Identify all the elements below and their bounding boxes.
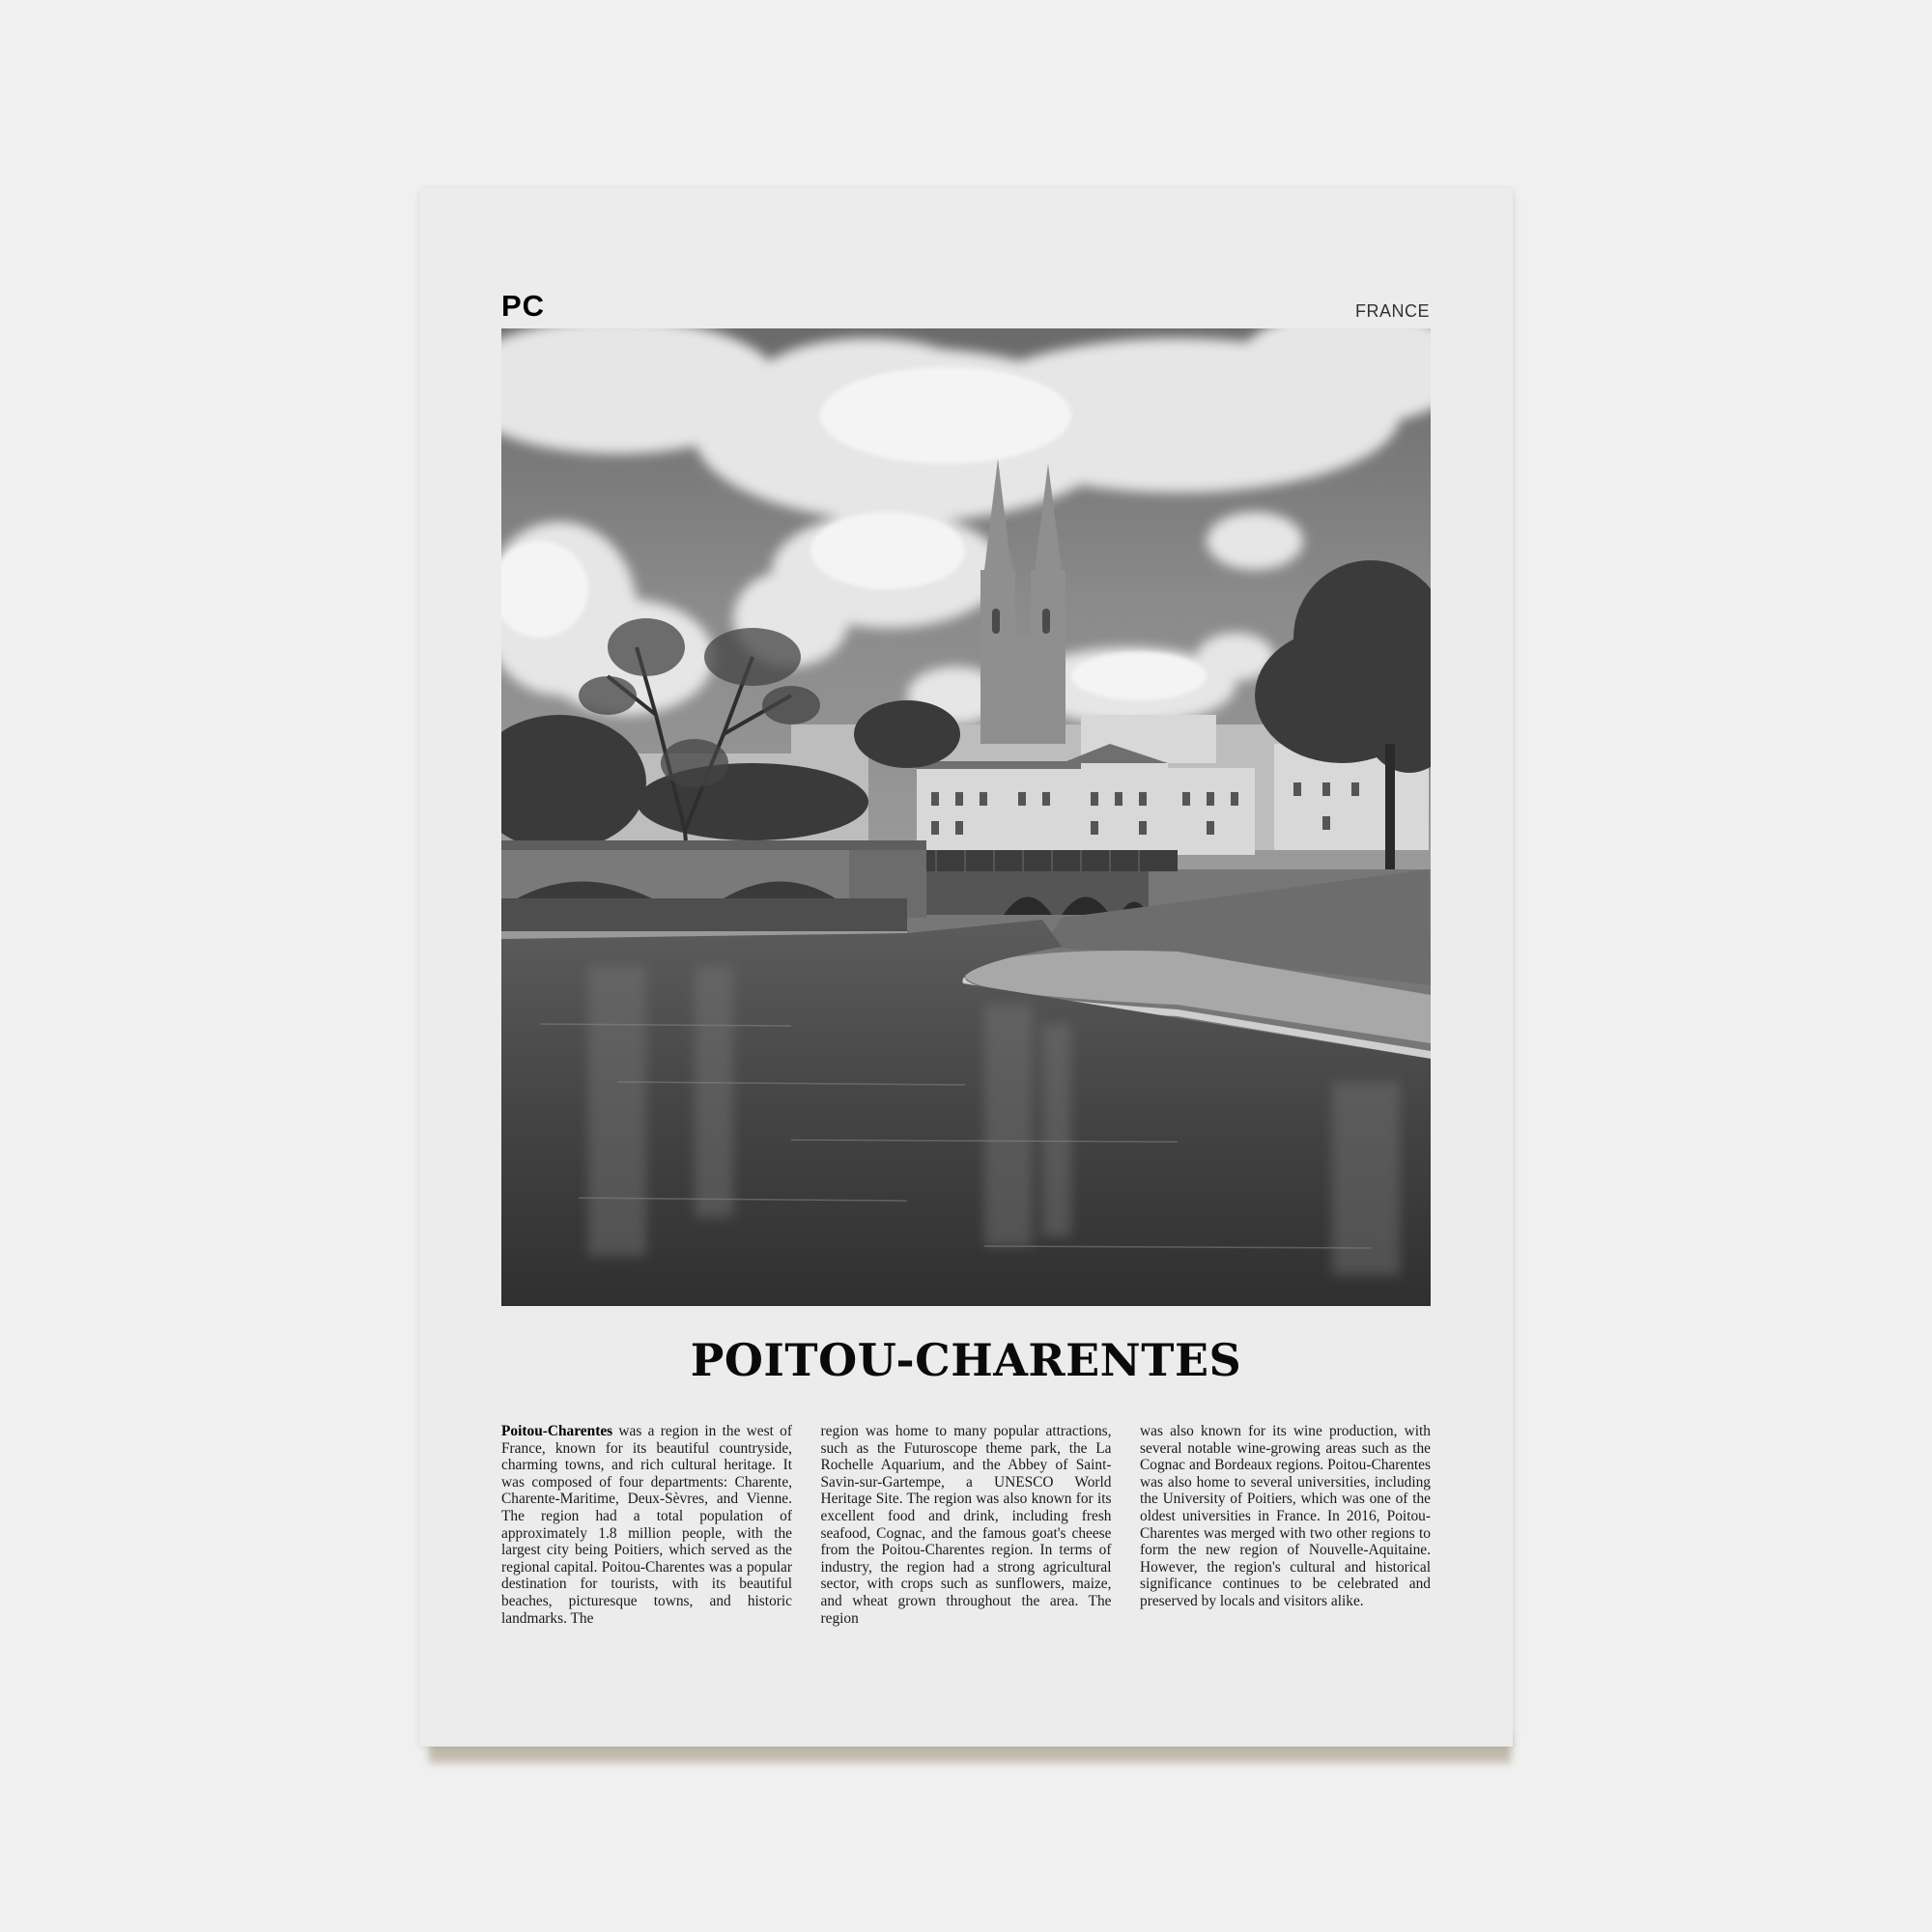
description-column-1-text: was a region in the west of France, known for its beautiful countryside, charming towns, and rich cultural heritage. It was composed of four departments: Charente, Charente-Maritime, Deux-Sèvres, and Vienne. The region had a total population of approximately 1.8 million people, with the largest city being Poitiers, which served as the regional capital. Poitou-Charentes was a popular destination for tourists, with its beautiful beaches, picturesque towns, and historic landmarks. The — [501, 1423, 792, 1627]
description-lead: Poitou-Charentes — [501, 1423, 613, 1439]
description-columns — [501, 1423, 1431, 1627]
description-column-2: region was home to many popular attractions, such as the Futuroscope theme park, the La Rochelle Aquarium, and the Abbey of Saint-Savin-sur-Gartempe, a UNESCO World Heritage Site. The region was also known for its excellent food and drink, including fresh seafood, Cognac, and the famous goat's cheese from the Poitou-Charentes region. In terms of industry, the region had a strong agricultural sector, with crops such as sunflowers, maize, and wheat grown throughout the area. The region — [820, 1423, 1112, 1627]
country-label: FRANCE — [1354, 301, 1430, 321]
region-abbreviation: PC — [501, 289, 546, 323]
landscape-photo-illustration — [501, 328, 1431, 1306]
poster — [419, 188, 1513, 1747]
poster-photo — [501, 328, 1431, 1306]
description-column-3: was also known for its wine production, with several notable wine-growing areas such as the Cognac and Bordeaux regions. Poitou-Charentes was also home to several universities, including the University of Poitiers, which was one of the oldest universities in France. In 2016, Poitou-Charentes was merged with two other regions to form the new region of Nouvelle-Aquitaine. However, the region's cultural and historical significance continues to be celebrated and preserved by locals and visitors alike. — [1140, 1423, 1431, 1609]
description-column-1 — [501, 1423, 792, 1627]
poster-title: POITOU-CHARENTES — [690, 1334, 1242, 1386]
